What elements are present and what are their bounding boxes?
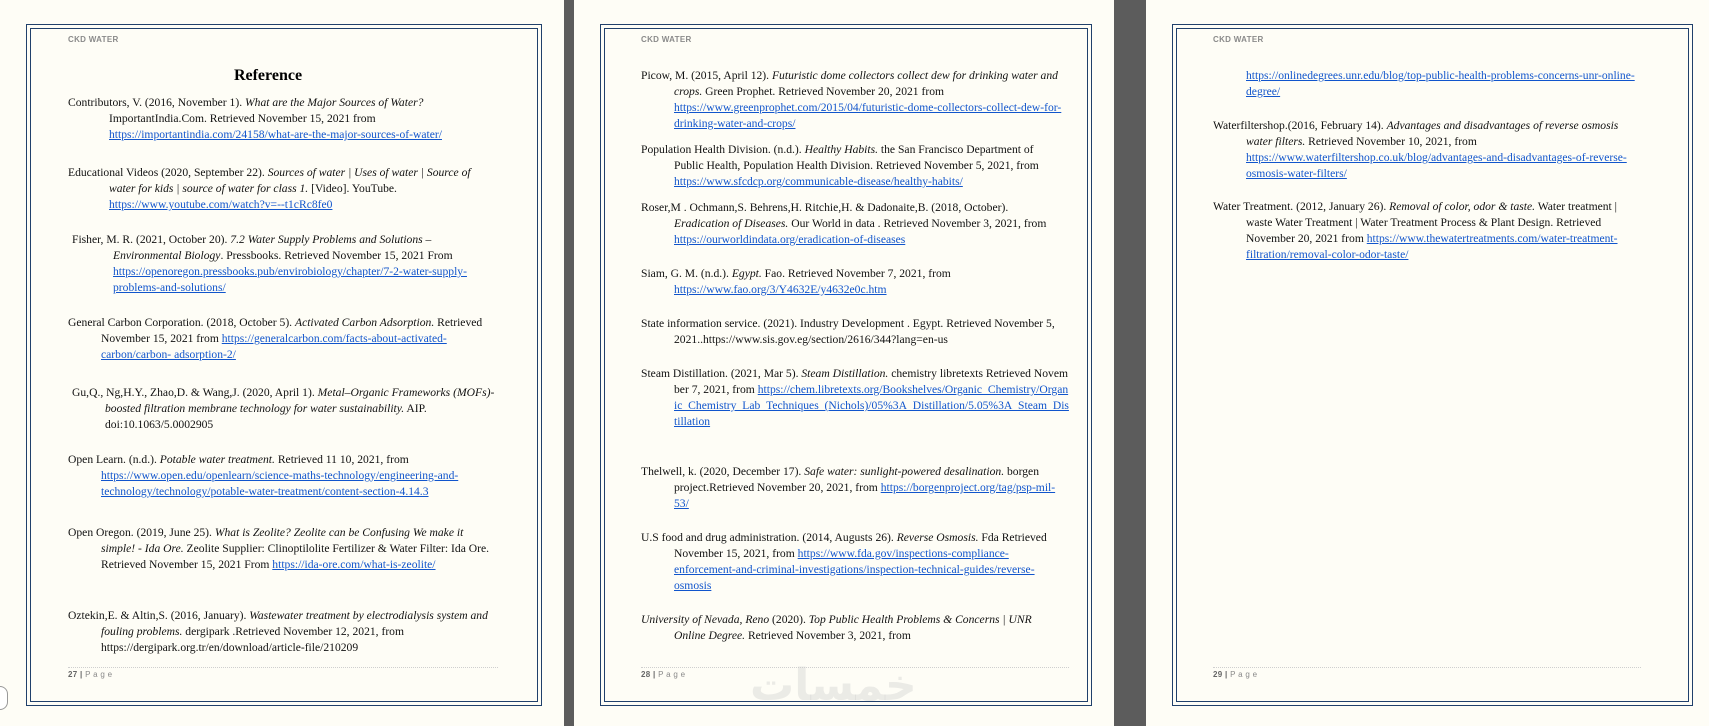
reference-link[interactable]: https://www.waterfiltershop.co.uk/blog/advantages-and-disadvantages-of-reverse-osmosis-water-filters/ (1246, 151, 1627, 180)
watermark-logo: خمسات (750, 660, 917, 711)
reference-link[interactable]: https://www.sfcdcp.org/communicable-disease/healthy-habits/ (674, 175, 963, 188)
reference-entry: U.S food and drug administration. (2014, Augusts 26). Reverse Osmosis. Fda Retrieved November 15, 2021, from https://www.fda.gov/inspections-compliance-enforcement-and-criminal-investigations/inspection-technical-guides/reverse-osmosis (641, 531, 1047, 592)
footer-rule (68, 667, 498, 668)
reference-continuation (1246, 68, 1666, 100)
reference-link[interactable]: https://openoregon.pressbooks.pub/envirobiology/chapter/7-2-water-supply-problems-and-solutions/ (113, 265, 467, 294)
page-header: CKD WATER (641, 35, 692, 44)
reference-link[interactable]: https://generalcarbon.com/facts-about-activated-carbon/carbon- adsorption-2/ (101, 332, 447, 361)
reference-entry: Contributors, V. (2016, November 1). What are the Major Sources of Water? ImportantIndia.Com. Retrieved November 15, 2021 from https://importantindia.com/24158/what-are-the-major-sources-of-water/ (68, 96, 442, 141)
reference-link[interactable]: https://www.fao.org/3/Y4632E/y4632e0c.htm (674, 283, 887, 296)
footer-rule (1213, 667, 1641, 668)
page-footer: 29 | P a g e (1213, 670, 1258, 679)
reference-link[interactable]: https://chem.libretexts.org/Bookshelves/Organic_Chemistry/Organic_Chemistry_Lab_Techniques_(Nichols)/05%3A_Distillation/5.05%3A_Steam_Distillation (674, 383, 1069, 428)
reference-entry: Thelwell, k. (2020, December 17). Safe water: sunlight-powered desalination. borgen project.Retrieved November 20, 2021, from https://borgenproject.org/tag/psp-mil-53/ (641, 465, 1056, 510)
reference-entry: Steam Distillation. (2021, Mar 5). Steam Distillation. chemistry libretexts Retrieved November 7, 2021, from https://chem.libretexts.org/Bookshelves/Organic_Chemistry/Organic_Chemistry_Lab_Techniques_(Nichols)/05%3A_Distillation/5.05%3A_Steam_Distillation (641, 367, 1069, 428)
reference-entry: Open Learn. (n.d.). Potable water treatment. Retrieved 11 10, 2021, from https://www.open.edu/openlearn/science-maths-technology/engineering-and-technology/technology/potable-water-treatment/content-section-4.14.3 (68, 453, 459, 498)
document-page-28 (574, 0, 1114, 726)
reference-link[interactable]: https://www.open.edu/openlearn/science-maths-technology/engineering-and-technology/technology/potable-water-treatment/content-section-4.14.3 (101, 469, 459, 498)
reference-link[interactable]: https://borgenproject.org/tag/psp-mil-53/ (674, 481, 1056, 510)
reference-entry: Oztekin,E. & Altin,S. (2016, January). Wastewater treatment by electrodialysis system and fouling problems. dergipark .Retrieved November 12, 2021, from https://dergipark.org.tr/en/download/article-file/210209 (68, 609, 488, 654)
reference-entry: Roser,M . Ochmann,S. Behrens,H. Ritchie,H. & Dadonaite,B. (2018, October). Eradication of Diseases. Our World in data . Retrieved November 3, 2021, from https://ourworldindata.org/eradication-of-diseases (641, 201, 1047, 246)
reference-link[interactable]: https://www.youtube.com/watch?v=--t1cRc8fe0 (109, 198, 333, 211)
reference-entry: Picow, M. (2015, April 12). Futuristic dome collectors collect dew for drinking water and crops. Green Prophet. Retrieved November 20, 2021 from https://www.greenprophet.com/2015/04/futuristic-dome-collectors-collect-dew-for-drinking-water-and-crops/ (641, 69, 1062, 130)
reference-link[interactable]: https://www.fda.gov/inspections-compliance-enforcement-and-criminal-investigations/inspection-technical-guides/reverse-osmosis (674, 547, 1035, 592)
reference-link[interactable]: https://www.greenprophet.com/2015/04/futuristic-dome-collectors-collect-dew-for-drinking-water-and-crops/ (674, 101, 1062, 130)
reference-link[interactable]: https://importantindia.com/24158/what-are-the-major-sources-of-water/ (109, 128, 442, 141)
reference-entry: Waterfiltershop.(2016, February 14). Advantages and disadvantages of reverse osmosis water filters. Retrieved November 10, 2021, from https://www.waterfiltershop.co.uk/blog/advantages-and-disadvantages-of-reverse-osmosis-water-filters/ (1213, 119, 1627, 180)
document-page-27 (0, 0, 564, 726)
page-header: CKD WATER (68, 35, 119, 44)
reference-entry: State information service. (2021). Industry Development . Egypt. Retrieved November 5, 2021..https://www.sis.gov.eg/section/2616/344?lang=en-us (641, 317, 1055, 346)
reference-entry: Gu,Q., Ng,H.Y., Zhao,D. & Wang,J. (2020, April 1). Metal–Organic Frameworks (MOFs)-boosted filtration membrane technology for water sustainability. AIP. doi:10.1063/5.0002905 (72, 386, 495, 431)
side-handle[interactable] (0, 686, 8, 710)
reference-entry: Educational Videos (2020, September 22). Sources of water | Uses of water | Source of water for kids | source of water for class 1. [Video]. YouTube. https://www.youtube.com/watch?v=--t1cRc8fe0 (68, 166, 471, 211)
page-footer: 28 | P a g e (641, 670, 686, 679)
page-footer: 27 | P a g e (68, 670, 113, 679)
reference-link[interactable]: https://ourworldindata.org/eradication-of-diseases (674, 233, 906, 246)
reference-entry: University of Nevada, Reno (2020). Top Public Health Problems & Concerns | UNR Online Degree. Retrieved November 3, 2021, from (641, 613, 1032, 642)
reference-entry: Population Health Division. (n.d.). Healthy Habits. the San Francisco Department of Public Health, Population Health Division. Retrieved November 5, 2021, from https://www.sfcdcp.org/communicable-disease/healthy-habits/ (641, 143, 1039, 188)
reference-entry: Open Oregon. (2019, June 25). What is Zeolite? Zeolite can be Confusing We make it simple! - Ida Ore. Zeolite Supplier: Clinoptilolite Fertilizer & Water Filter: Ida Ore. Retrieved November 15, 2021 From https://ida-ore.com/what-is-zeolite/ (68, 526, 490, 571)
document-page-29 (1146, 0, 1709, 726)
reference-entry: General Carbon Corporation. (2018, October 5). Activated Carbon Adsorption. Retrieved November 15, 2021 from https://generalcarbon.com/facts-about-activated-carbon/carbon- adsorption-2/ (68, 316, 483, 361)
reference-link[interactable]: https://www.thewatertreatments.com/water-treatment-filtration/removal-color-odor-taste/ (1246, 232, 1618, 261)
reference-entry: Fisher, M. R. (2021, October 20). 7.2 Water Supply Problems and Solutions – Environmental Biology. Pressbooks. Retrieved November 15, 2021 From https://openoregon.pressbooks.pub/envirobiology/chapter/7-2-water-supply-problems-and-solutions/ (72, 233, 467, 294)
reference-link[interactable]: https://ida-ore.com/what-is-zeolite/ (272, 558, 436, 571)
reference-link[interactable]: https://onlinedegrees.unr.edu/blog/top-public-health-problems-concerns-unr-online-degree/ (1246, 69, 1635, 98)
reference-entry: Siam, G. M. (n.d.). Egypt. Fao. Retrieved November 7, 2021, from https://www.fao.org/3/Y4632E/y4632e0c.htm (641, 267, 951, 296)
reference-entry: Water Treatment. (2012, January 26). Removal of color, odor & taste. Water treatment | waste Water Treatment | Water Treatment Process & Plant Design. Retrieved November 20, 2021 from https://www.thewatertreatments.com/water-treatment-filtration/removal-color-odor-taste/ (1213, 200, 1618, 261)
page-title: Reference (233, 67, 303, 84)
page-header: CKD WATER (1213, 35, 1264, 44)
